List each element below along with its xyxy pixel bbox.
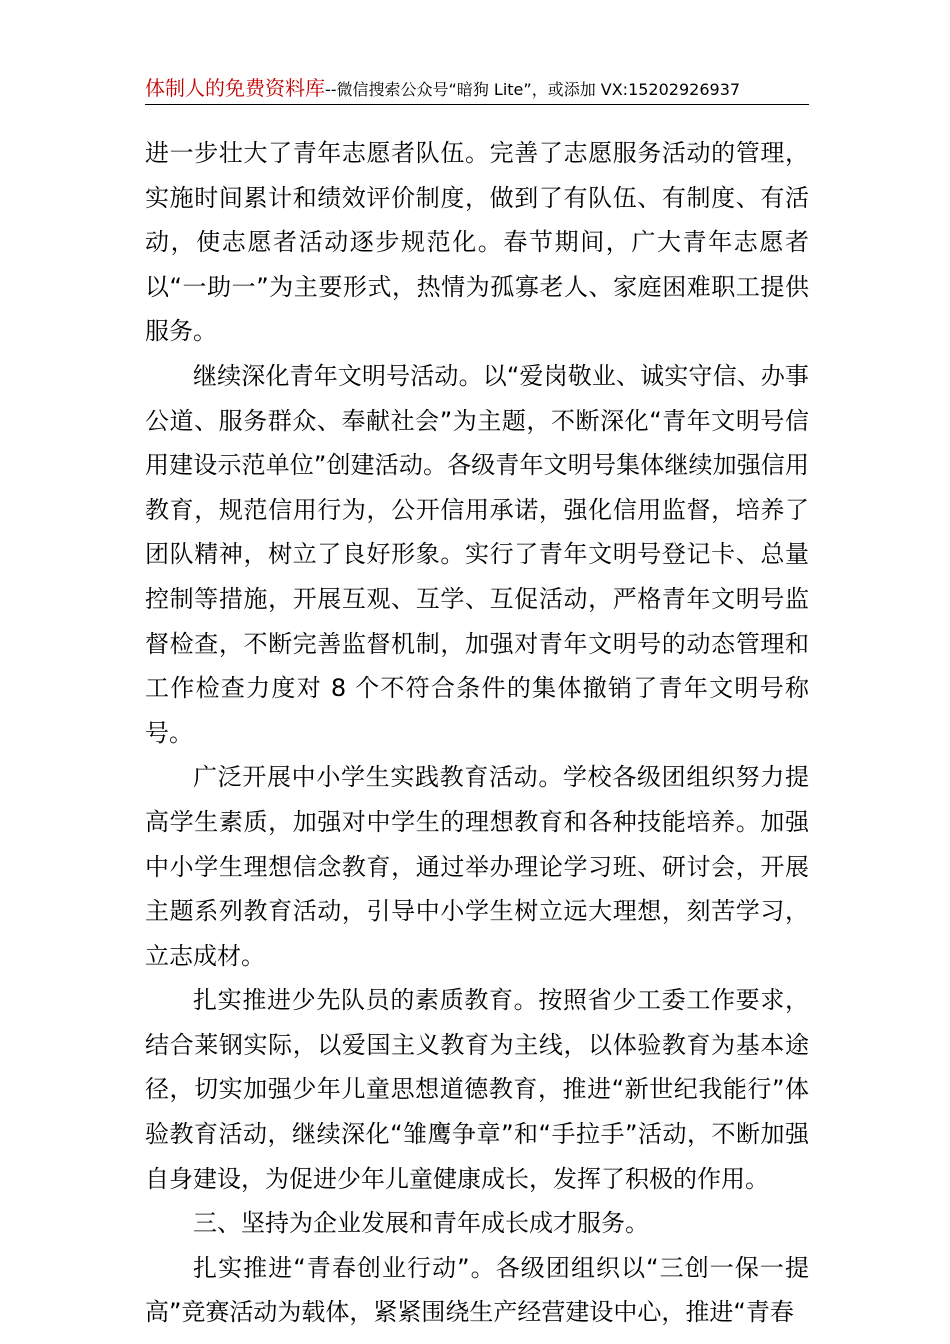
paragraph-youth-entrepreneurship: 扎实推进“青春创业行动”。各级团组织以“三创一保一提高”竞赛活动为载体，紧紧围绕生产经营建设中心，推进“青春 bbox=[145, 1253, 809, 1327]
header-brand: 体制人的免费资料库 bbox=[145, 76, 325, 100]
paragraph-young-pioneers: 扎实推进少先队员的素质教育。按照省少工委工作要求，结合莱钢实际，以爱国主义教育为主线，以体验教育为基本途径，切实加强少年儿童思想道德教育，推进“新世纪我能行”体验教育活动，继续深化“雏鹰争章”和“手拉手”活动，不断加强自身建设，为促进少年儿童健康成长，发挥了积极的作用。 bbox=[145, 986, 809, 1193]
paragraph-youth-civilization: 继续深化青年文明号活动。以“爱岗敬业、诚实守信、办事公道、服务群众、奉献社会”为主题，不断深化“青年文明号信用建设示范单位”创建活动。各级青年文明号集体继续加强信用教育，规范信用行为，公开信用承诺，强化信用监督，培养了团队精神，树立了良好形象。实行了青年文明号登记卡、总量控制等措施，开展互观、互学、互促活动，严格青年文明号监督检查，不断完善监督机制，加强对青年文明号的动态管理和工作检查力度对 8 个不符合条件的集体撤销了青年文明号称号。 bbox=[145, 361, 809, 747]
header-divider bbox=[145, 104, 809, 105]
document-body bbox=[145, 131, 809, 1335]
section-heading-three: 三、坚持为企业发展和青年成长成才服务。 bbox=[193, 1209, 649, 1238]
paragraph-volunteers-continued: 进一步壮大了青年志愿者队伍。完善了志愿服务活动的管理，实施时间累计和绩效评价制度，做到了有队伍、有制度、有活动，使志愿者活动逐步规范化。春节期间，广大青年志愿者以“一助一”为主要形式，热情为孤寡老人、家庭困难职工提供服务。 bbox=[145, 139, 809, 346]
page-header bbox=[145, 72, 809, 104]
header-info: --微信搜索公众号“暗狗 Lite”，或添加 VX:15202926937 bbox=[325, 80, 741, 99]
paragraph-student-practice: 广泛开展中小学生实践教育活动。学校各级团组织努力提高学生素质，加强对中学生的理想教育和各种技能培养。加强中小学生理想信念教育，通过举办理论学习班、研讨会，开展主题系列教育活动，引导中小学生树立远大理想，刻苦学习，立志成材。 bbox=[145, 763, 809, 970]
